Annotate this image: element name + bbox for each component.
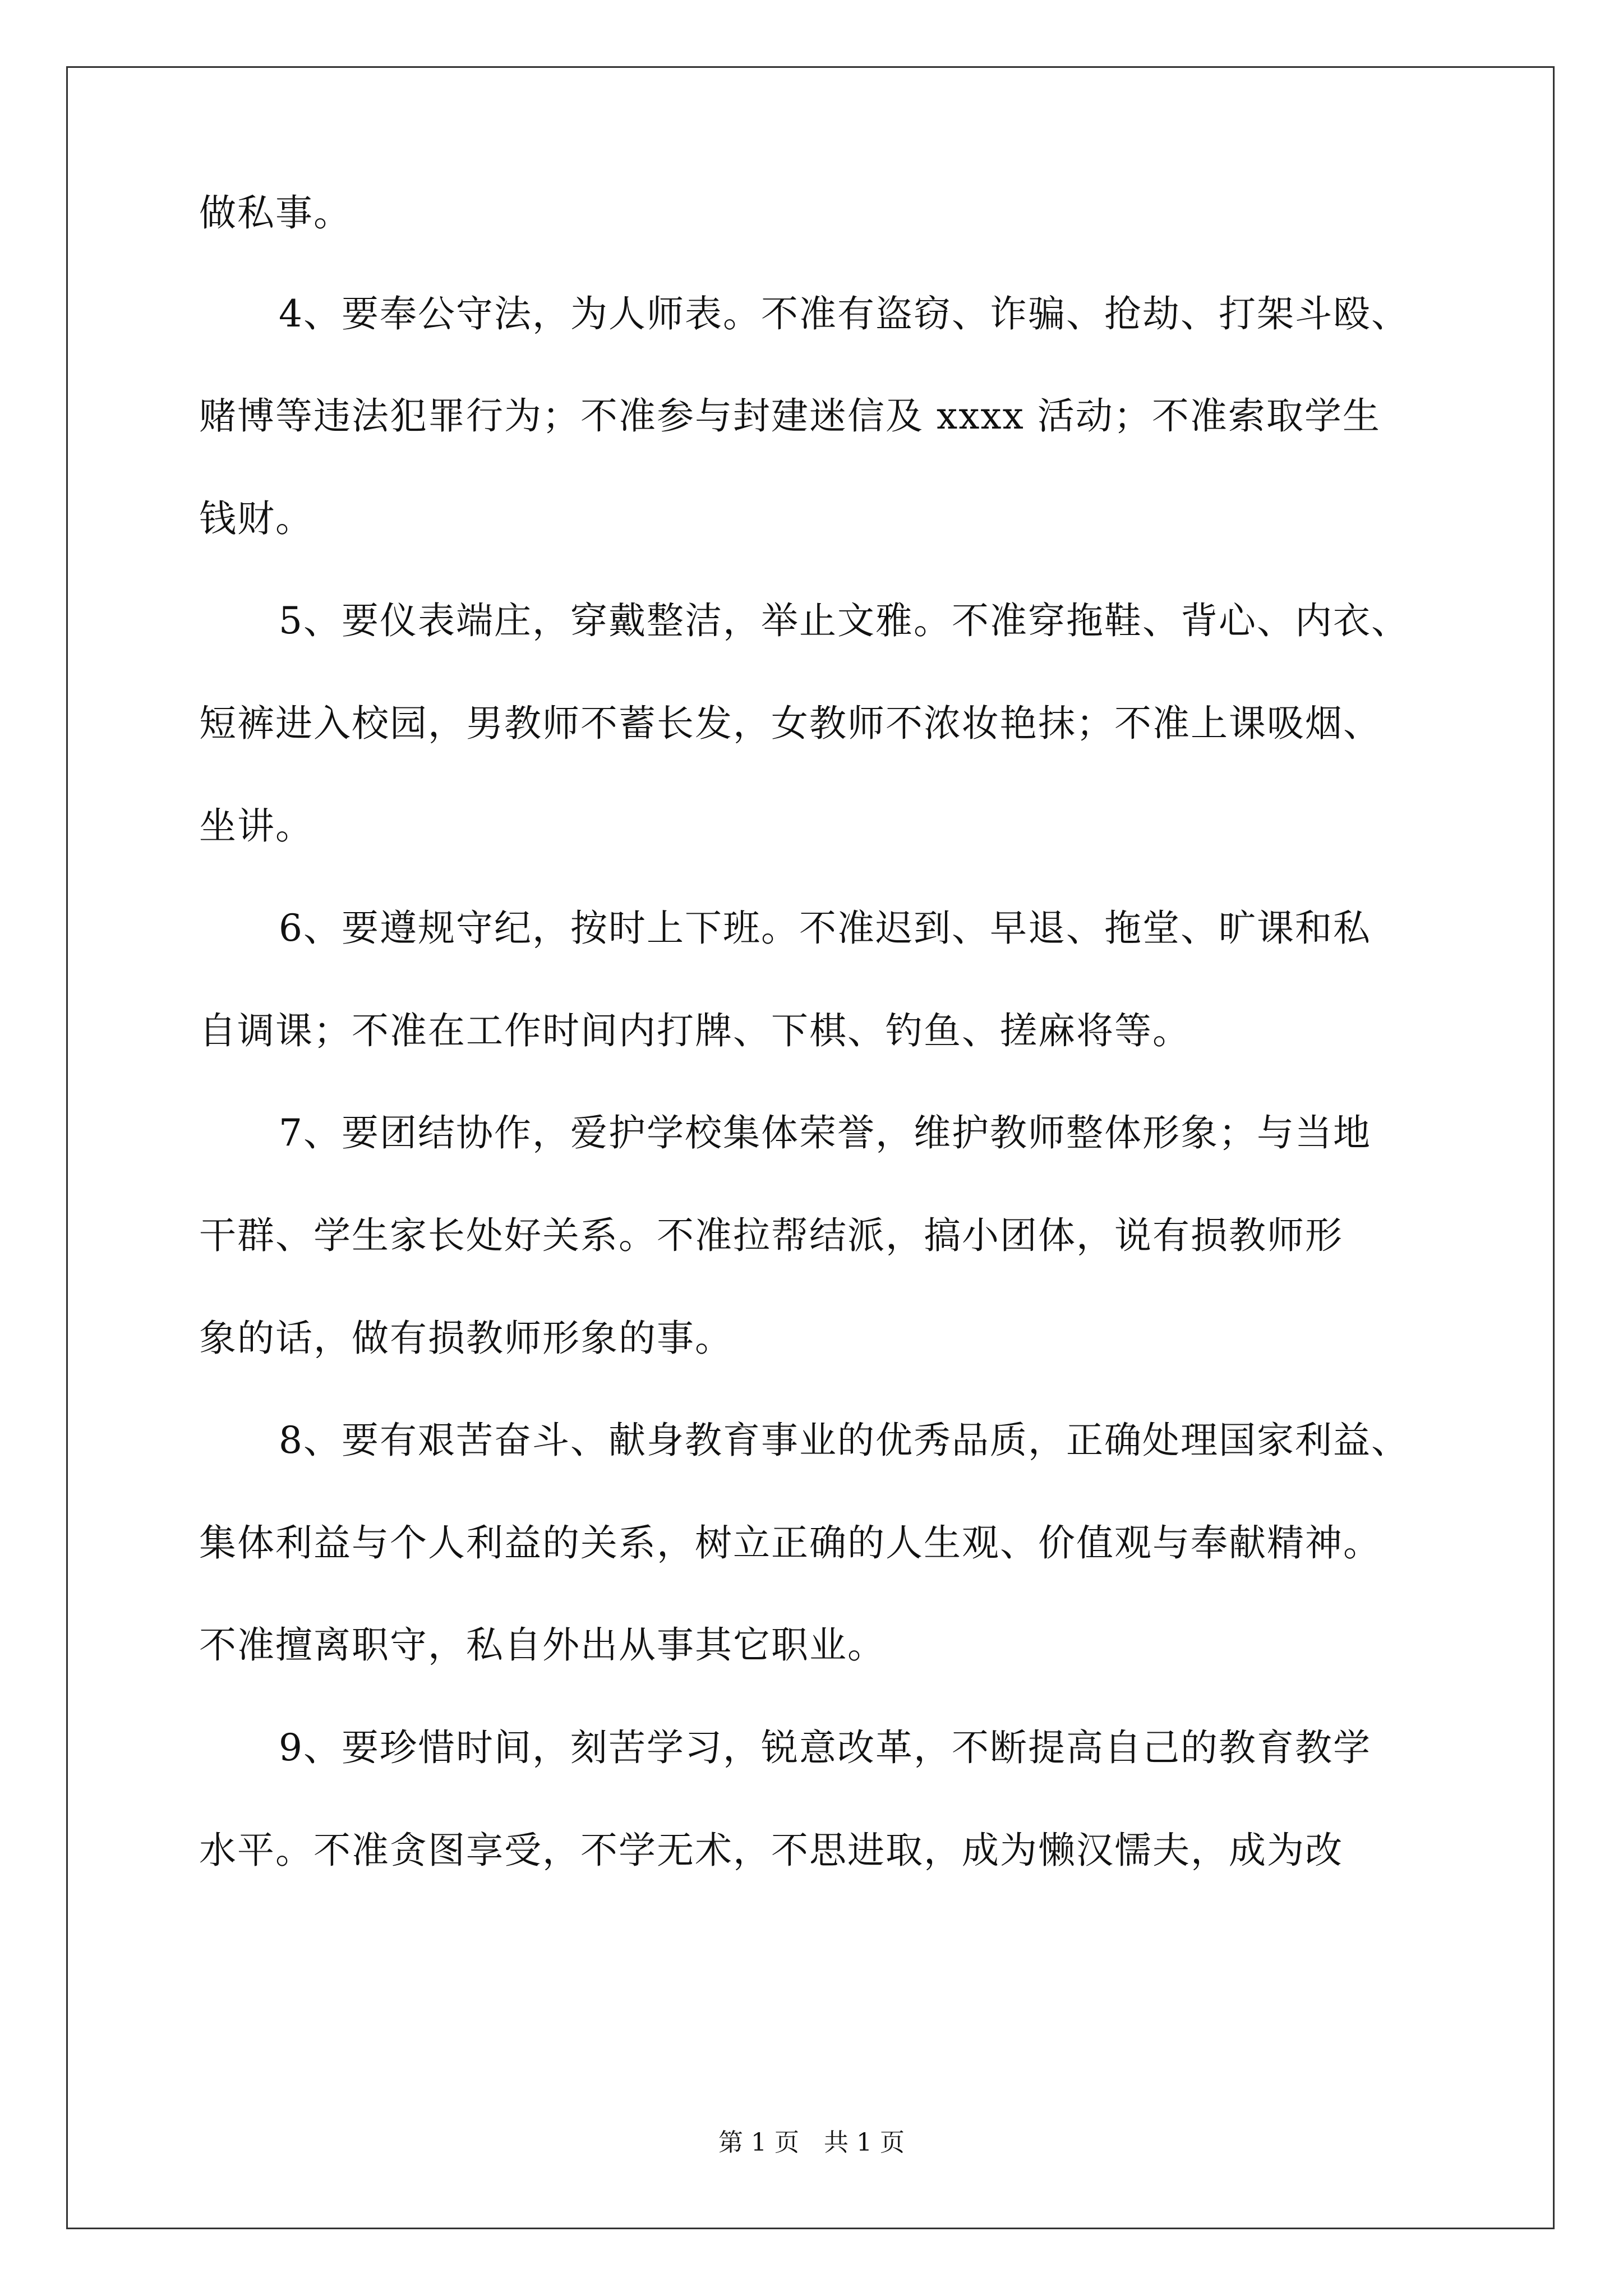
- page-number-footer: 第 1 页 共 1 页: [718, 2128, 905, 2157]
- text-line: 钱财。: [199, 497, 313, 540]
- text-line: 9、要珍惜时间，刻苦学习，锐意改革，不断提高自己的教育教学: [279, 1726, 1371, 1769]
- text-line: 4、要奉公守法，为人师表。不准有盗窃、诈骗、抢劫、打架斗殴、: [279, 292, 1409, 335]
- text-line: 水平。不准贪图享受，不学无术，不思进取，成为懒汉懦夫，成为改: [199, 1829, 1343, 1872]
- text-line: 坐讲。: [199, 804, 313, 848]
- text-line: 自调课；不准在工作时间内打牌、下棋、钓鱼、搓麻将等。: [199, 1009, 1191, 1052]
- text-line: 做私事。: [199, 191, 352, 234]
- text-line: 干群、学生家长处好关系。不准拉帮结派，搞小团体，说有损教师形: [199, 1214, 1343, 1257]
- text-line: 5、要仪表端庄，穿戴整洁，举止文雅。不准穿拖鞋、背心、内衣、: [279, 599, 1409, 642]
- text-line: 6、要遵规守纪，按时上下班。不准迟到、早退、拖堂、旷课和私: [279, 907, 1371, 950]
- text-line: 集体利益与个人利益的关系，树立正确的人生观、价值观与奉献精神。: [199, 1521, 1381, 1565]
- text-line: 象的话，做有损教师形象的事。: [199, 1317, 733, 1360]
- text-line: 7、要团结协作，爱护学校集体荣誉，维护教师整体形象；与当地: [279, 1111, 1371, 1154]
- text-line: 8、要有艰苦奋斗、献身教育事业的优秀品质，正确处理国家利益、: [279, 1419, 1409, 1462]
- text-line: 不准擅离职守，私自外出从事其它职业。: [199, 1623, 886, 1667]
- text-line: 赌博等违法犯罪行为；不准参与封建迷信及 xxxx 活动；不准索取学生: [199, 394, 1381, 438]
- text-line: 短裤进入校园，男教师不蓄长发，女教师不浓妆艳抹；不准上课吸烟、: [199, 702, 1381, 745]
